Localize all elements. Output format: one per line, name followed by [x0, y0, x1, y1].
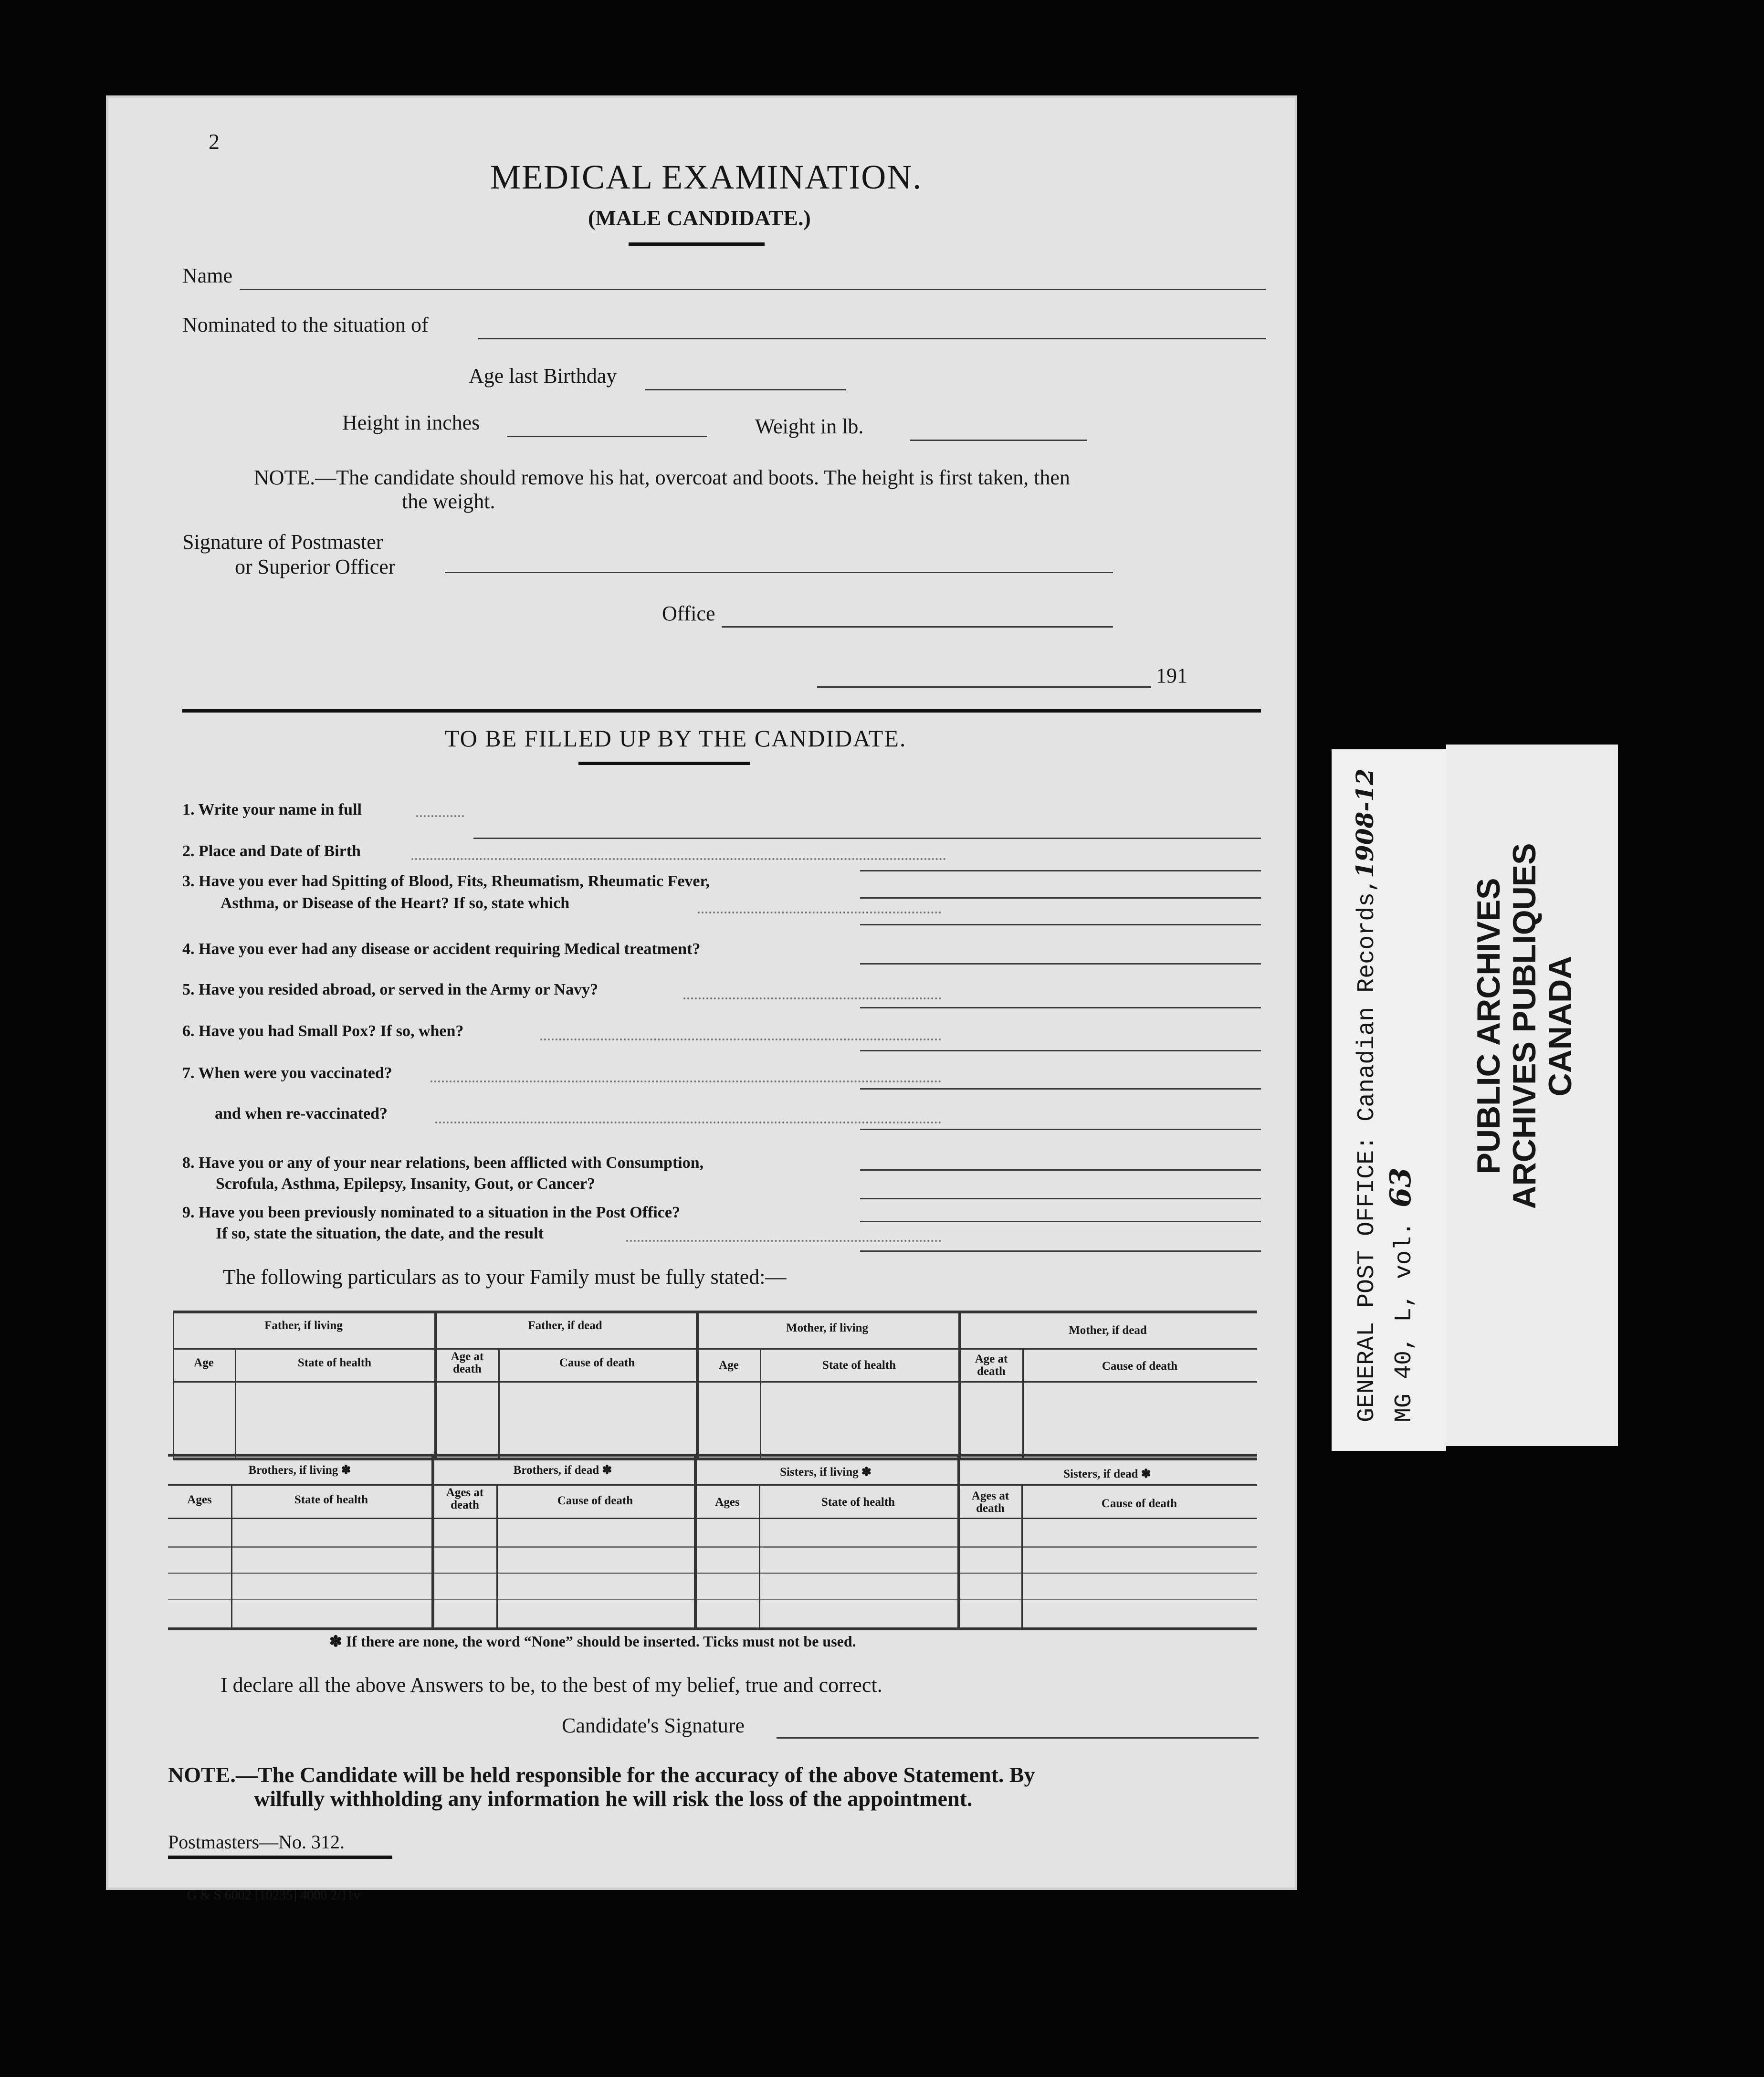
col-header: Ages at death: [446, 1486, 484, 1511]
question-6: 6. Have you had Small Pox? If so, when?: [182, 1022, 464, 1040]
col-header: State of health: [294, 1493, 368, 1506]
col-header: State of health: [297, 1356, 372, 1369]
note-text: NOTE.—The candidate should remove his hat, overcoat and boots. The height is first taken, then: [254, 466, 1070, 489]
section-divider: [182, 709, 1261, 713]
age-label: Age last Birthday: [469, 364, 617, 388]
question-1: 1. Write your name in full: [182, 801, 362, 818]
answer-3a[interactable]: [860, 897, 1261, 899]
note-text-cont: the weight.: [402, 490, 495, 513]
answer-8a[interactable]: [860, 1169, 1261, 1171]
question-3: 3. Have you ever had Spitting of Blood, Fits, Rheumatism, Rheumatic Fever,: [182, 872, 710, 890]
answer-8b[interactable]: [860, 1198, 1261, 1199]
title-underline: [629, 242, 765, 246]
weight-label: Weight in lb.: [755, 415, 864, 438]
office-label: Office: [662, 602, 715, 625]
final-note-2: wilfully withholding any information he will risk the loss of the appointment.: [254, 1786, 973, 1811]
question-4: 4. Have you ever had any disease or accident requiring Medical treatment?: [182, 940, 701, 958]
stamp-line-1: PUBLIC ARCHIVES: [1470, 878, 1507, 1175]
date-field[interactable]: [817, 686, 1151, 688]
archive-stamp-label: [1446, 745, 1618, 1446]
family-intro: The following particulars as to your Family must be fully stated:—: [223, 1265, 787, 1289]
form-page: [106, 95, 1297, 1903]
stamp-line-2: ARCHIVES PUBLIQUES: [1506, 843, 1543, 1209]
stamp-line-3: CANADA: [1542, 955, 1578, 1097]
question-8-cont: Scrofula, Asthma, Epilepsy, Insanity, Gout, or Cancer?: [216, 1175, 596, 1193]
answer-7[interactable]: [860, 1088, 1261, 1090]
col-header: Age: [719, 1359, 739, 1372]
col-header: State of health: [822, 1359, 896, 1372]
col-header: Ages at death: [971, 1490, 1009, 1515]
question-8: 8. Have you or any of your near relations, been afflicted with Consumption,: [182, 1154, 704, 1172]
question-7: 7. When were you vaccinated?: [182, 1064, 392, 1082]
col-header: Ages: [187, 1493, 212, 1506]
archive-reference-label: [1332, 749, 1446, 1451]
answer-3b[interactable]: [860, 924, 1261, 925]
question-5: 5. Have you resided abroad, or served in the Army or Navy?: [182, 981, 598, 998]
col-header: Cause of death: [559, 1356, 635, 1369]
height-label: Height in inches: [342, 411, 480, 434]
weight-field[interactable]: [910, 440, 1087, 441]
answer-6[interactable]: [860, 1050, 1261, 1051]
archive-line-2: MG 40, L, vol.: [1391, 1221, 1418, 1422]
siblings-group-brothers-dead: Brothers, if dead ✽: [513, 1464, 612, 1477]
answer-2[interactable]: [860, 870, 1261, 871]
siblings-group-brothers-living: Brothers, if living ✽: [248, 1464, 351, 1477]
col-header: Age at death: [451, 1350, 484, 1375]
signature-field[interactable]: [445, 572, 1113, 573]
siblings-group-sisters-living: Sisters, if living ✽: [780, 1466, 872, 1479]
answer-9a[interactable]: [860, 1221, 1261, 1222]
parents-group-father-dead: Father, if dead: [528, 1319, 602, 1332]
form-subtitle: (MALE CANDIDATE.): [588, 206, 811, 230]
archive-line-1: GENERAL POST OFFICE: Canadian Records,: [1354, 878, 1381, 1422]
print-code: G & S 6002 [10235] 4000 2/11v: [187, 1888, 360, 1903]
col-header: Ages: [715, 1496, 740, 1509]
siblings-group-sisters-dead: Sisters, if dead ✽: [1063, 1468, 1151, 1480]
answer-5[interactable]: [860, 1007, 1261, 1008]
section-title: TO BE FILLED UP BY THE CANDIDATE.: [445, 725, 907, 752]
answer-9b[interactable]: [860, 1250, 1261, 1252]
height-field[interactable]: [507, 436, 707, 437]
form-id-underline: [168, 1856, 392, 1859]
parents-group-mother-dead: Mother, if dead: [1069, 1324, 1147, 1337]
year-label: 191: [1156, 664, 1187, 687]
col-header: Cause of death: [1102, 1360, 1178, 1373]
final-note-1: NOTE.—The Candidate will be held responsible for the accuracy of the above Statement. By: [168, 1762, 1035, 1787]
form-id: Postmasters—No. 312.: [168, 1831, 345, 1853]
col-header: Age at death: [975, 1353, 1008, 1378]
footnote: ✽ If there are none, the word “None” should be inserted. Ticks must not be used.: [329, 1633, 856, 1650]
nominated-field[interactable]: [478, 338, 1266, 339]
signature-label-2: or Superior Officer: [235, 555, 396, 578]
parents-group-mother-living: Mother, if living: [786, 1322, 868, 1334]
question-9: 9. Have you been previously nominated to a situation in the Post Office?: [182, 1204, 680, 1221]
col-header: Age: [194, 1356, 214, 1369]
name-label: Name: [182, 264, 233, 287]
col-header: Cause of death: [1101, 1497, 1177, 1510]
name-field[interactable]: [240, 289, 1266, 290]
candidate-signature-label: Candidate's Signature: [562, 1714, 745, 1737]
answer-1[interactable]: [473, 838, 1261, 839]
archive-volume: 63: [1384, 1167, 1418, 1207]
question-3-cont: Asthma, or Disease of the Heart? If so, state which: [220, 894, 570, 912]
declaration: I declare all the above Answers to be, to the best of my belief, true and correct.: [220, 1673, 882, 1697]
section-underline: [578, 762, 750, 765]
col-header: State of health: [821, 1496, 895, 1509]
question-7b: and when re-vaccinated?: [215, 1105, 388, 1122]
nominated-label: Nominated to the situation of: [182, 313, 429, 336]
parents-group-father-living: Father, if living: [264, 1319, 343, 1332]
office-field[interactable]: [722, 626, 1113, 628]
archive-years: 1908-12: [1351, 768, 1379, 878]
col-header: Cause of death: [557, 1494, 633, 1507]
question-2: 2. Place and Date of Birth: [182, 842, 361, 860]
form-title: MEDICAL EXAMINATION.: [490, 158, 923, 196]
signature-label-1: Signature of Postmaster: [182, 530, 383, 554]
answer-7b[interactable]: [860, 1129, 1261, 1130]
answer-4[interactable]: [860, 963, 1261, 965]
candidate-signature-field[interactable]: [777, 1737, 1259, 1739]
age-field[interactable]: [645, 389, 846, 390]
page-number: 2: [209, 129, 220, 154]
question-9-cont: If so, state the situation, the date, and the result: [216, 1225, 544, 1242]
